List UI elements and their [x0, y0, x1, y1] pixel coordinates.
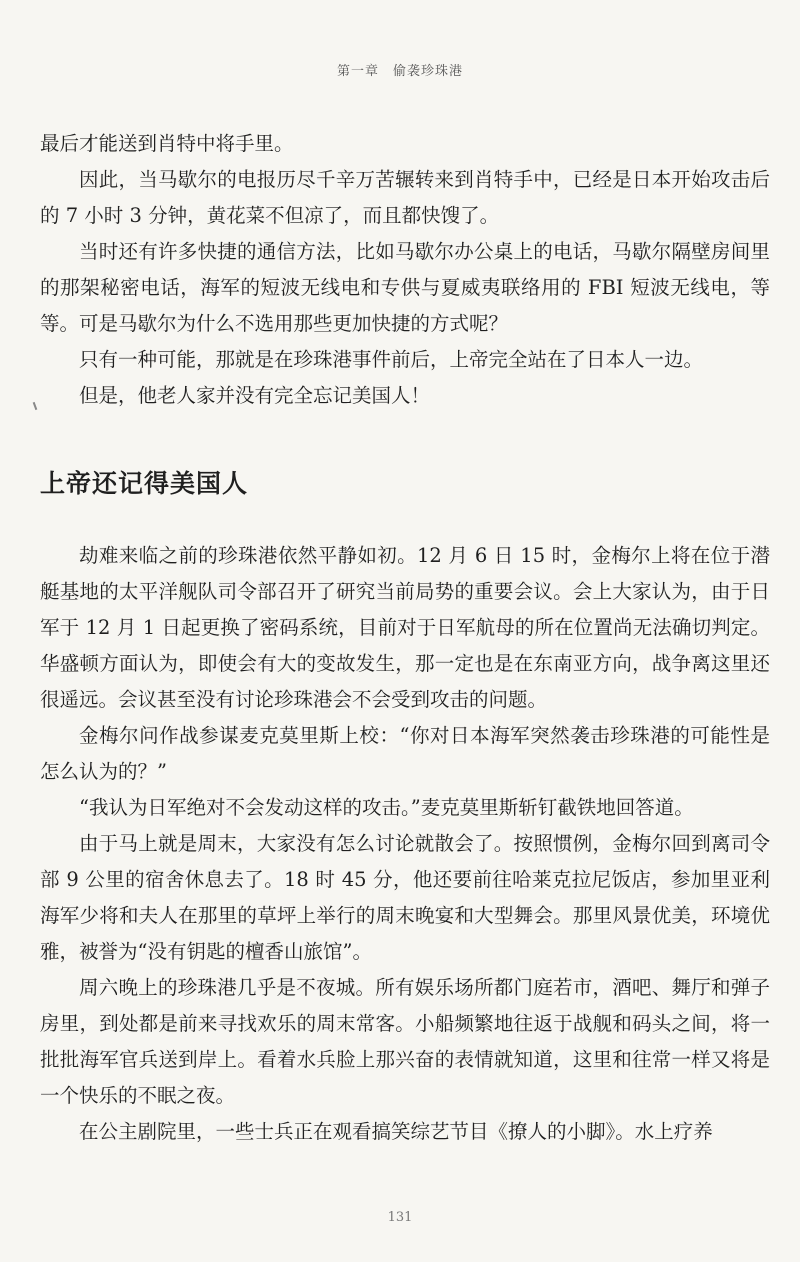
paragraph: 在公主剧院里，一些士兵正在观看搞笑综艺节目《撩人的小脚》。水上疗养 — [79, 1120, 713, 1143]
scan-speck — [33, 402, 38, 410]
paragraph: 由于马上就是周末，大家没有怎么讨论就散会了。按照惯例，金梅尔回到离司令部 9 公里的宿舍休息去了。18 时 45 分，他还要前往哈莱克拉尼饭店，参加里亚利海军少将和夫人在那里的草坪上举行的周末晚宴和大型舞会。那里风景优美，环境优雅，被誉为“没有钥匙的檀香山旅馆”。 — [40, 832, 770, 963]
main-text-block — [40, 538, 770, 1150]
paragraph: 最后才能送到肖特中将手里。 — [40, 132, 294, 155]
paragraph: 只有一种可能，那就是在珍珠港事件前后，上帝完全站在了日本人一边。 — [79, 348, 704, 371]
page-number: 131 — [387, 1210, 413, 1225]
top-text-block — [40, 126, 770, 414]
paragraph: 周六晚上的珍珠港几乎是不夜城。所有娱乐场所都门庭若市，酒吧、舞厅和弹子房里，到处都是前来寻找欢乐的周末常客。小船频繁地往返于战舰和码头之间，将一批批海军官兵送到岸上。看着水兵脸上那兴奋的表情就知道，这里和往常一样又将是一个快乐的不眠之夜。 — [40, 976, 770, 1107]
section-title: 上帝还记得美国人 — [40, 469, 249, 498]
paragraph: 但是，他老人家并没有完全忘记美国人！ — [79, 384, 431, 407]
paragraph: 当时还有许多快捷的通信方法，比如马歇尔办公桌上的电话，马歇尔隔壁房间里的那架秘密电话，海军的短波无线电和专供与夏威夷联络用的 FBI 短波无线电，等等。可是马歇尔为什么不选用那些更加快捷的方式呢？ — [40, 240, 770, 335]
running-header: 第一章 偷袭珍珠港 — [336, 64, 463, 79]
paragraph: “我认为日军绝对不会发动这样的攻击。”麦克莫里斯斩钉截铁地回答道。 — [79, 796, 694, 819]
paragraph: 金梅尔问作战参谋麦克莫里斯上校：“你对日本海军突然袭击珍珠港的可能性是怎么认为的？” — [40, 724, 770, 783]
paragraph: 劫难来临之前的珍珠港依然平静如初。12 月 6 日 15 时，金梅尔上将在位于潜艇基地的太平洋舰队司令部召开了研究当前局势的重要会议。会上大家认为，由于日军于 12 月 1 日起更换了密码系统，目前对于日军航母的所在位置尚无法确切判定。华盛顿方面认为，即使会有大的变故发生，那一定也是在东南亚方向，战争离这里还很遥远。会议甚至没有讨论珍珠港会不会受到攻击的问题。 — [40, 544, 770, 711]
paragraph: 因此，当马歇尔的电报历尽千辛万苦辗转来到肖特手中，已经是日本开始攻击后的 7 小时 3 分钟，黄花菜不但凉了，而且都快馊了。 — [40, 168, 770, 227]
